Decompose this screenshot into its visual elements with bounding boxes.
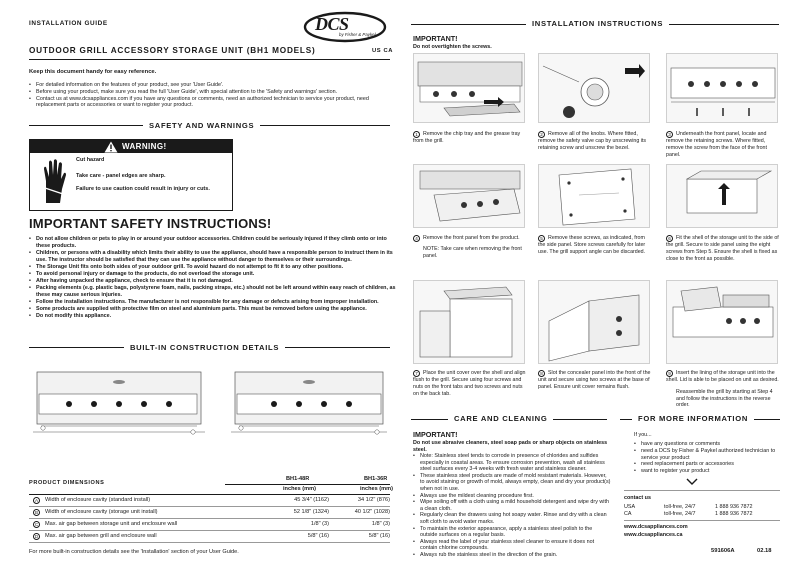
install-important: IMPORTANT! <box>413 34 458 43</box>
table-rule-2 <box>29 506 390 507</box>
hazard-title: Cut hazard <box>76 157 105 163</box>
row-value-48: 45 3/4" (1162) <box>294 497 329 503</box>
step-2-figure <box>538 53 650 123</box>
care-title: CARE AND CLEANING <box>448 414 553 423</box>
more-item: • have any questions or comments <box>634 441 776 448</box>
intro-item: • For detailed information on the features of your product, see your 'User Guide'. <box>29 82 389 89</box>
step-5 <box>538 235 653 256</box>
step-8-figure <box>538 280 650 364</box>
row-key: A <box>34 498 39 503</box>
row-value-48: 1/8" (3) <box>310 521 329 527</box>
step-text: Remove all of the knobs. Where fitted, remove the safety valve cap by unscrewing its retaining screw and unscrew the bezel. <box>538 131 647 151</box>
hazard-line2: Failure to use caution could result in injury or cuts. <box>76 186 210 192</box>
step-7-figure <box>413 280 525 364</box>
step-3-figure <box>666 53 778 123</box>
step-text: Remove the front panel from the product. <box>423 235 520 241</box>
step-note: Reassemble the grill by starting at Step 4 and follow the instructions in the reverse order. <box>676 388 773 409</box>
important-item: • To avoid personal injury or damage to the products, do not overload the storage unit. <box>29 271 397 278</box>
important-list <box>29 236 397 320</box>
step-text: Insert the lining of the storage unit into the shell. Lid is able to be placed on unit as desired. <box>666 370 779 383</box>
contact-tollfree-ca: toll-free, 24/7 <box>664 511 696 517</box>
step-number: 9 <box>666 370 673 377</box>
hazard-line1: Take care - panel edges are sharp. <box>76 173 166 179</box>
row-label: Max. air gap between grill and enclosure wall <box>45 533 157 539</box>
page-title: OUTDOOR GRILL ACCESSORY STORAGE UNIT (BH1 MODELS) <box>29 46 316 55</box>
intro-item: • Contact us at www.dcsappliances.com if you have any questions or comments, need an authorized technician to service your product, need replacement parts or accessories or want to register your product. <box>29 96 389 110</box>
row-value-36: 40 1/2" (1028) <box>354 509 390 515</box>
step-9 <box>666 370 780 409</box>
step-number: 7 <box>413 370 420 377</box>
builtin-title: BUILT-IN CONSTRUCTION DETAILS <box>124 343 285 352</box>
step-number: 1 <box>413 131 420 138</box>
step-5-figure <box>538 164 650 228</box>
contact-country-ca: CA <box>624 511 632 517</box>
step-1 <box>413 131 525 145</box>
more-list <box>634 441 776 475</box>
row-key: D <box>34 534 39 539</box>
keep-note: Keep this document handy for easy reference. <box>29 69 157 75</box>
row-value-36: 5/8" (16) <box>368 533 390 539</box>
care-list <box>413 453 611 559</box>
contact-tollfree-usa: toll-free, 24/7 <box>664 504 696 510</box>
cut-hazard-hand-icon <box>40 157 68 207</box>
step-9-figure <box>666 280 778 364</box>
doc-date: 02.18 <box>757 548 772 554</box>
builtin-diagram-36 <box>229 362 389 440</box>
step-6 <box>666 235 780 262</box>
doc-code: 591606A <box>711 548 735 554</box>
warning-label: WARNING! <box>122 142 167 151</box>
brand-logo <box>303 11 387 43</box>
title-rule <box>29 59 390 60</box>
care-item: • Always use the mildest cleaning procedure first. <box>413 493 611 500</box>
chevron-down-icon <box>686 478 698 486</box>
step-text: Remove the chip tray and the grease tray from the grill. <box>413 131 521 144</box>
concealer-panel-illustration <box>539 281 650 364</box>
contact-phone-usa: 1 888 936 7872 <box>715 504 753 510</box>
step-7 <box>413 370 527 397</box>
care-item: • Regularly clean the drawers using hot soapy water. Rinse and dry with a clean soft cloth to avoid water marks. <box>413 512 611 525</box>
row-key: B <box>34 510 39 515</box>
region-label: US CA <box>372 48 394 54</box>
care-item: • Note: Stainless steel tends to corrode in presence of chlorides and sulfides especially in coastal areas. To ensure corrosion prevention, wash all stainless steel surfaces every 3-4 weeks with fresh water and stainless cleaner. <box>413 453 611 473</box>
unit-cover-illustration <box>414 281 525 364</box>
contact-rule <box>624 490 780 491</box>
row-label: Max. air gap between storage unit and enclosure wall <box>45 521 178 527</box>
shell-fit-illustration <box>667 165 778 228</box>
knob-removal-illustration <box>539 54 650 123</box>
contact-label: contact us <box>624 495 651 501</box>
important-item: • Do not allow children or pets to play in or around your outdoor accessories. Children could be seriously injured if they climb onto or into these products. <box>29 236 397 250</box>
step-4-figure <box>413 164 525 228</box>
install-title: INSTALLATION INSTRUCTIONS <box>526 19 669 28</box>
brand-sub: by Fisher & Paykel <box>339 32 376 37</box>
step-text: Fit the shell of the storage unit to the side of the grill. Secure to side panel using the eight screws from Step 5. Ensure the shell is fixed as close to the front as possible. <box>666 235 779 262</box>
unit-48: inches (mm) <box>283 486 316 492</box>
more-item: • need a DCS by Fisher & Paykel authorized technician to service your product <box>634 448 776 462</box>
guide-label: INSTALLATION GUIDE <box>29 20 108 27</box>
contact-rule-2 <box>624 520 780 521</box>
intro-list <box>29 82 389 109</box>
care-item: • Wipe soiling off with a cloth using a mild household detergent and wipe dry with a clean cloth. <box>413 499 611 512</box>
front-panel-illustration <box>414 165 525 228</box>
brand-main: DCS <box>315 14 349 34</box>
important-item: • Follow the installation instructions. The manufacturer is not responsible for any damage or defects arising from improper installation. <box>29 299 397 306</box>
row-value-36: 34 1/2" (876) <box>357 497 390 503</box>
step-2 <box>538 131 653 152</box>
more-ifyou: If you... <box>634 432 652 438</box>
important-item: • Do not modify this appliance. <box>29 313 397 320</box>
table-rule-3 <box>29 518 390 519</box>
step-number: 6 <box>666 235 673 242</box>
website-ca-link[interactable]: www.dcsappliances.ca <box>624 532 683 538</box>
warning-triangle-icon <box>104 141 118 153</box>
table-rule-1 <box>29 494 390 495</box>
side-panel-screws-illustration <box>539 165 650 228</box>
important-item: • The Storage Unit fits onto both sides of your outdoor grill. To avoid hazard do not attempt to fit it to any other positions. <box>29 264 397 271</box>
step-note: NOTE: Take care when removing the front panel. <box>423 246 522 259</box>
care-item: • These stainless steel products are made of mold resistant materials. However, to avoid staining or growth of mold, always empty, clean and dry your product(s) when not in use. <box>413 473 611 493</box>
table-rule-5 <box>29 542 390 543</box>
step-3 <box>666 131 778 158</box>
step-6-figure <box>666 164 778 228</box>
more-title: FOR MORE INFORMATION <box>632 414 754 423</box>
care-item: • Always rub the stainless steel in the direction of the grain. <box>413 552 611 559</box>
col-header-36: BH1-36R <box>364 476 388 482</box>
important-item: • Packing elements (e.g. plastic bags, polystyrene foam, nails, packing straps, etc.) should not be left around within easy reach of children, as these may cause serious injuries. <box>29 285 397 299</box>
website-us-link[interactable]: www.dcsappliances.com <box>624 524 688 530</box>
step-text: Underneath the front panel, locate and remove the retaining screws. Where fitted, remove the screw from the face of the front panel. <box>666 131 767 158</box>
more-item: • need replacement parts or accessories <box>634 461 776 468</box>
step-4 <box>413 235 525 260</box>
row-key: C <box>34 522 39 527</box>
dims-label: PRODUCT DIMENSIONS <box>29 480 105 486</box>
front-panel-screws-illustration <box>667 54 778 123</box>
safety-title: SAFETY AND WARNINGS <box>143 121 260 130</box>
more-item: • want to register your product <box>634 468 776 475</box>
grill-tray-illustration <box>414 54 525 123</box>
important-item: • Children, or persons with a disability which limits their ability to use the appliance, should have a responsible person to instruct them in its use. The instructor should be satisfied that they can use the appliance without danger to themselves or their surroundings. <box>29 250 397 264</box>
row-value-48: 52 1/8" (1324) <box>293 509 329 515</box>
row-value-36: 1/8" (3) <box>371 521 390 527</box>
step-8 <box>538 370 652 391</box>
step-number: 2 <box>538 131 545 138</box>
care-item: • To maintain the exterior appearance, apply a stainless steel polish to the outside surfaces on a regular basis. <box>413 526 611 539</box>
builtin-footnote: For more built-in construction details see the 'Installation' section of your User Guide. <box>29 549 239 555</box>
step-text: Remove these screws, as indicated, from the side panel. Store screws carefully for later use. The grill support angle can be discarded. <box>538 235 646 255</box>
row-value-48: 5/8" (16) <box>307 533 329 539</box>
unit-36: inches (mm) <box>360 486 393 492</box>
intro-item: • Before using your product, make sure you read the full 'User Guide', with special attention to the 'Safety and warnings' section. <box>29 89 389 96</box>
col-header-48: BH1-48R <box>286 476 310 482</box>
care-important: IMPORTANT! <box>413 430 458 439</box>
step-number: 3 <box>666 131 673 138</box>
important-title: IMPORTANT SAFETY INSTRUCTIONS! <box>29 216 272 231</box>
step-number: 8 <box>538 370 545 377</box>
install-no-overtighten: Do not overtighten the screws. <box>413 44 492 50</box>
step-text: Place the unit cover over the shell and align flush to the grill. Secure using four screws and nuts on the front tabs and two screws and nuts on the back tab. <box>413 370 526 397</box>
care-item: • Always read the label of your stainless steel cleaner to ensure it does not contain chlorine compounds. <box>413 539 611 552</box>
step-text: Slot the concealer panel into the front of the unit and secure using two screws at the base of panel. Ensure unit cover remains flush. <box>538 370 651 390</box>
care-warning: Do not use abrasive cleaners, steel soap pads or sharp objects on stainless steel. <box>413 440 608 453</box>
storage-lining-illustration <box>667 281 778 364</box>
contact-phone-ca: 1 888 936 7872 <box>715 511 753 517</box>
row-label: Width of enclosure cavity (storage unit install) <box>45 509 158 515</box>
table-rule-4 <box>29 530 390 531</box>
builtin-diagram-48 <box>29 362 207 440</box>
row-label: Width of enclosure cavity (standard install) <box>45 497 151 503</box>
step-number: 4 <box>413 235 420 242</box>
step-number: 5 <box>538 235 545 242</box>
contact-country-usa: USA <box>624 504 636 510</box>
table-rule-0 <box>225 484 390 485</box>
important-item: • Some products are supplied with protective film on steel and aluminium parts. This must be removed before using the appliance. <box>29 306 397 313</box>
step-1-figure <box>413 53 525 123</box>
warning-box <box>29 139 233 211</box>
important-item: • After having unpacked the appliance, check to ensure that it is not damaged. <box>29 278 397 285</box>
